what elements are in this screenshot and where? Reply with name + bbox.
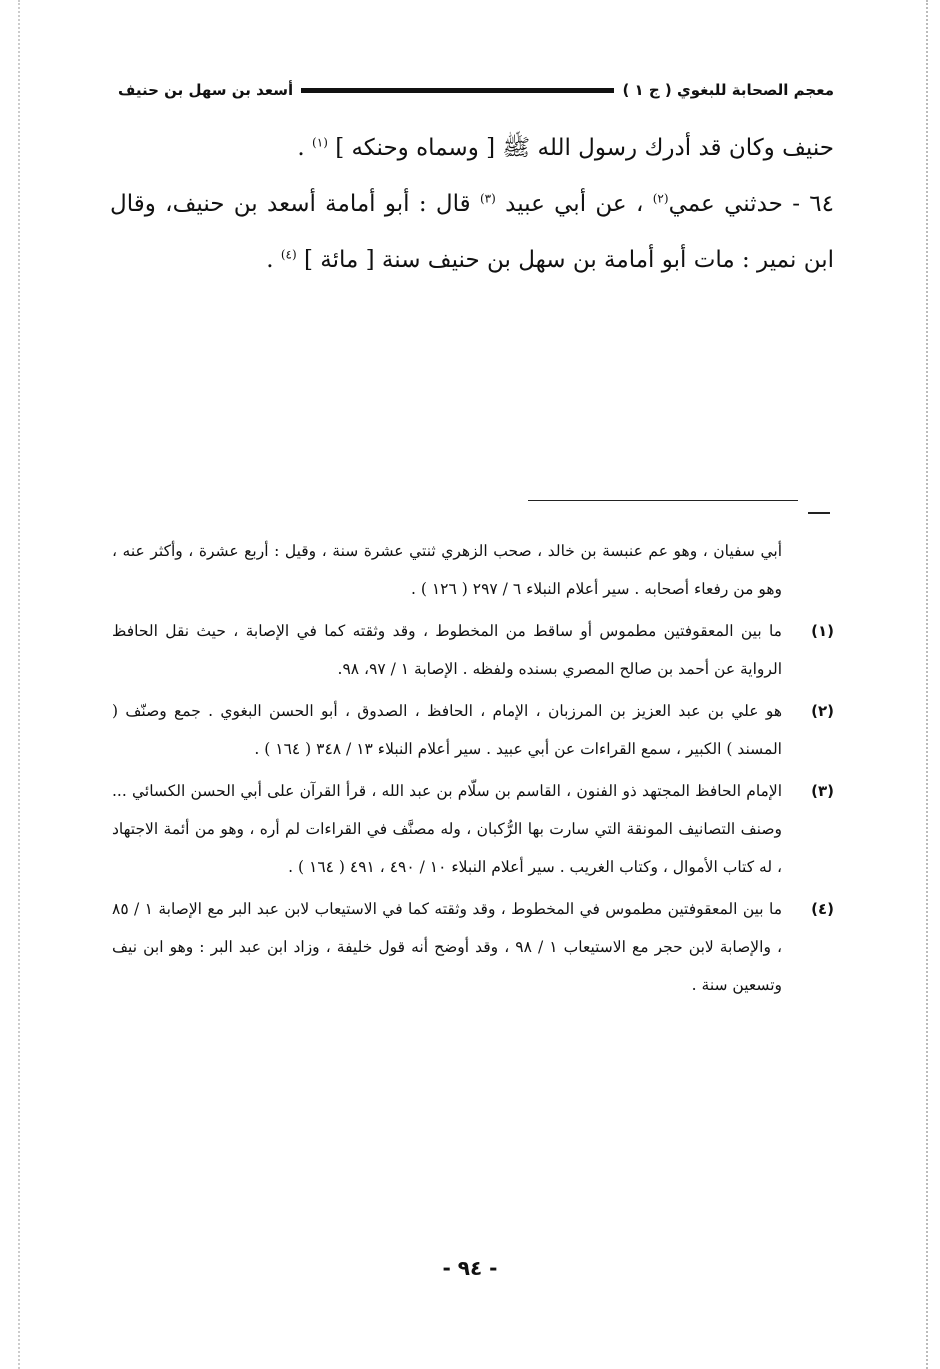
footnote-text: ما بين المعقوفتين مطموس في المخطوط ، وقد وثقته كما في الاستيعاب لابن عبد البر مع الإصابة ١ / ٨٥ ، والإصابة لابن حجر مع الاستيعاب ١ / ٩٨ ، وقد أوضح أنه قول خليفة ، وزاد ابن عبد البر : وهو ابن نيف وتسعين سنة . — [112, 900, 783, 994]
footnote-4 — [112, 890, 834, 1004]
header-section-title: أسعد بن سهل بن حنيف — [118, 81, 294, 99]
footnote-number: (١) — [811, 622, 834, 640]
footnote-number: (٢) — [811, 702, 834, 720]
footnote-separator-mark — [808, 512, 830, 514]
main-paragraph-2: ٦٤ - حدثني عمي$^{(٢)}$ ، عن أبي عبيد $^{(٣)}$ قال : أبو أمامة أسعد بن حنيف، وقال ابن نمير : مات أبو أمامة بن سهل بن حنيف سنة [ مائة ] $^{(٤)}$ . — [110, 191, 835, 273]
footnote-2 — [112, 692, 834, 768]
footnote-text: هو علي بن عبد العزيز بن المرزبان ، الإمام ، الحافظ ، الصدوق ، أبو الحسن البغوي . جمع وصنّف ( المسند ) الكبير ، سمع القراءات عن أبي عبيد . سير أعلام النبلاء ١٣ / ٣٤٨ ( ١٦٤ ) . — [112, 702, 782, 758]
footnote-text: الإمام الحافظ المجتهد ذو الفنون ، القاسم بن سلّام بن عبد الله ، قرأ القرآن على أبي الحسن الكسائي ... وصنف التصانيف المونقة التي سارت بها الرُّكبان ، وله مصنَّف في القراءات لم أره ، وهو من أئمة الاجتهاد ، له كتاب الأموال ، وكتاب الغريب . سير أعلام النبلاء ١٠ / ٤٩٠ ، ٤٩١ ( ١٦٤ ) . — [112, 782, 782, 876]
header-rule — [301, 88, 614, 93]
scan-margin-dots-left — [18, 0, 20, 1369]
footnote-text: ما بين المعقوفتين مطموس أو ساقط من المخطوط ، وقد وثقته كما في الإصابة ، حيث نقل الحافظ الرواية عن أحمد بن صالح المصري بسنده ولفظه . الإصابة ١ / ٩٧، ٩٨. — [112, 622, 782, 678]
main-paragraph-1: حنيف وكان قد أدرك رسول الله ﷺ [ وسماه وحنكه ] $^{(١)}$ . — [297, 135, 834, 161]
header-book-title: معجم الصحابة للبغوي ( ج ١ ) — [622, 81, 834, 99]
footnote-separator — [528, 500, 798, 501]
footnote-number: (٣) — [811, 782, 834, 800]
footnote-ref-2[interactable]: (٢) — [652, 191, 669, 206]
footnote-continuation: أبي سفيان ، وهو عم عنبسة بن خالد ، صحب الزهري ثنتي عشرة سنة ، وقيل : أربع عشرة ، وأكثر عنه ، وهو من رفعاء أصحابه . سير أعلام النبلاء ٦ / ٢٩٧ ( ١٢٦ ) . — [112, 542, 782, 598]
footnotes — [112, 532, 834, 1004]
footnote-ref-3[interactable]: (٣) — [479, 191, 496, 206]
main-text — [110, 120, 834, 288]
footnote-ref-1[interactable]: (١) — [312, 135, 328, 150]
footnote-1 — [112, 612, 834, 688]
scan-margin-dots-right — [926, 0, 928, 1369]
running-header — [118, 76, 834, 104]
footnote-number: (٤) — [811, 900, 834, 918]
page-number: - ٩٤ - — [442, 1256, 498, 1280]
footnote-ref-4[interactable]: (٤) — [280, 247, 297, 262]
footnote-3 — [112, 772, 834, 886]
